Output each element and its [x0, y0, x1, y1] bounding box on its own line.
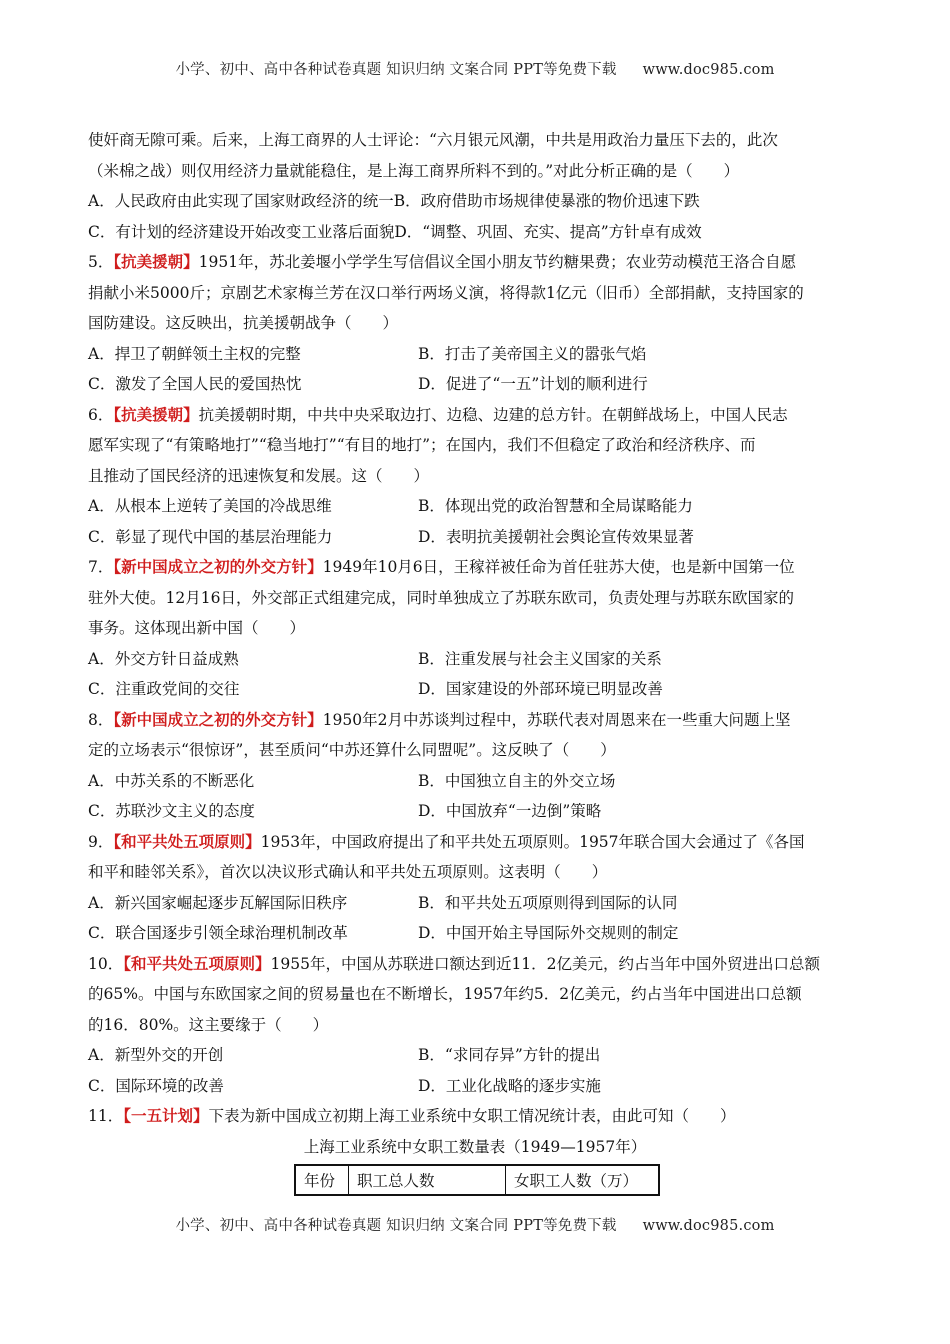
- question-number: 8．: [88, 710, 114, 729]
- stem-line: 的65%。中国与东欧国家之间的贸易量也在不断增长，1957年约5．2亿美元，约占当年中国进出口总额: [88, 985, 802, 1003]
- stem-text: 1955年，中国从苏联进口额达到近11．2亿美元，约占当年中国外贸进出口总额: [270, 954, 821, 973]
- option-b[interactable]: B．“求同存异”方针的提出: [418, 1046, 601, 1064]
- table-header-row: [295, 1165, 659, 1195]
- option-c[interactable]: C．激发了全国人民的爱国热忱: [88, 375, 302, 393]
- options-row: [88, 1071, 862, 1102]
- option-d[interactable]: D．表明抗美援朝社会舆论宣传效果显著: [418, 527, 694, 546]
- option-d[interactable]: D．中国放弃“一边倒”策略: [418, 802, 602, 820]
- stem-text: 1951年，苏北姜堰小学学生写信倡议全国小朋友节约糖果费；农业劳动模范王洛合自愿: [198, 253, 797, 271]
- options-row: [88, 1040, 862, 1071]
- topic-tag: 【和平共处五项原则】: [113, 831, 261, 851]
- option-b[interactable]: B．打击了美帝国主义的嚣张气焰: [418, 344, 647, 363]
- question-11-stem: [88, 1101, 862, 1132]
- question-9-stem: [88, 827, 862, 858]
- option-a[interactable]: A．中苏关系的不断恶化: [88, 771, 255, 790]
- stem-text: 抗美援朝时期，中共中央采取边打、边稳、边建的总方针。在朝鲜战场上，中国人民志: [198, 405, 788, 424]
- stem-text: 1953年，中国政府提出了和平共处五项原则。1957年联合国大会通过了《各国: [260, 832, 805, 851]
- option-a[interactable]: A．人民政府由此实现了国家财政经济的统一: [88, 192, 394, 210]
- question-number: 9．: [88, 832, 114, 851]
- question-4-line-2: （米棉之战）则仅用经济力量就能稳住，是上海工商界所料不到的。”对此分析正确的是（ ）: [88, 161, 740, 180]
- option-c[interactable]: C．联合国逐步引领全球治理机制改革: [88, 924, 348, 942]
- options-row: [88, 644, 862, 675]
- question-number: 6．: [88, 405, 114, 424]
- option-b[interactable]: B．和平共处五项原则得到国际的认同: [418, 893, 678, 912]
- options-row: [88, 918, 862, 949]
- question-10: [88, 949, 862, 1102]
- options-row: [88, 369, 862, 400]
- option-c[interactable]: C．注重政党间的交往: [88, 680, 240, 698]
- options-row: [88, 186, 862, 217]
- topic-tag: 【一五计划】: [123, 1106, 209, 1125]
- header-url[interactable]: www.doc985.com: [642, 62, 775, 78]
- table-title: 上海工业系统中女职工数量表（1949—1957年）: [303, 1137, 647, 1156]
- question-10-stem: [88, 949, 862, 980]
- option-b[interactable]: B．中国独立自主的外交立场: [418, 771, 616, 790]
- topic-tag: 【和平共处五项原则】: [123, 953, 271, 973]
- options-row: [88, 491, 862, 522]
- data-table: [294, 1164, 660, 1196]
- option-a[interactable]: A．新型外交的开创: [88, 1046, 224, 1064]
- option-a[interactable]: A．新兴国家崛起逐步瓦解国际旧秩序: [88, 893, 348, 912]
- topic-tag: 【新中国成立之初的外交方针】: [113, 557, 323, 576]
- stem-line: 驻外大使。12月16日，外交部正式组建完成，同时单独成立了苏联东欧司，负责处理与苏联东欧国家的: [88, 588, 794, 607]
- question-6: [88, 400, 862, 553]
- option-a[interactable]: A．外交方针日益成熟: [88, 649, 239, 668]
- question-7-stem: [88, 552, 862, 583]
- option-c[interactable]: C．苏联沙文主义的态度: [88, 802, 255, 820]
- option-d[interactable]: D．“调整、巩固、充实、提高”方针卓有成效: [394, 222, 702, 241]
- stem-line: 捐献小米5000斤；京剧艺术家梅兰芳在汉口举行两场义演，将得款1亿元（旧币）全部捐献，支持国家的: [88, 283, 804, 302]
- question-number: 11．: [88, 1107, 124, 1125]
- option-a[interactable]: A．捍卫了朝鲜领土主权的完整: [88, 344, 301, 363]
- question-number: 5．: [88, 253, 114, 271]
- stem-line: 国防建设。这反映出，抗美援朝战争（ ）: [88, 314, 399, 332]
- table-header-cell: 年份: [295, 1165, 349, 1195]
- option-d[interactable]: D．工业化战略的逐步实施: [418, 1076, 601, 1095]
- option-b[interactable]: B．注重发展与社会主义国家的关系: [418, 649, 662, 668]
- question-content: [88, 125, 862, 1196]
- option-d[interactable]: D．中国开始主导国际外交规则的制定: [418, 924, 679, 942]
- question-11: [88, 1101, 862, 1196]
- options-row: [88, 522, 862, 553]
- option-c[interactable]: C．国际环境的改善: [88, 1076, 224, 1095]
- options-row: [88, 339, 862, 370]
- options-row: [88, 766, 862, 797]
- question-5: [88, 247, 862, 400]
- option-c[interactable]: C．有计划的经济建设开始改变工业落后面貌: [88, 222, 395, 241]
- page-header: [0, 58, 950, 79]
- stem-text: 1949年10月6日，王稼祥被任命为首任驻苏大使，也是新中国第一位: [322, 558, 795, 576]
- question-number: 10．: [88, 954, 124, 973]
- option-c[interactable]: C．彰显了现代中国的基层治理能力: [88, 527, 333, 546]
- options-row: [88, 888, 862, 919]
- footer-url[interactable]: www.doc985.com: [642, 1218, 775, 1234]
- option-b[interactable]: B．体现出党的政治智慧和全局谋略能力: [418, 497, 693, 515]
- question-8-stem: [88, 705, 862, 736]
- stem-line: 且推动了国民经济的迅速恢复和发展。这（ ）: [88, 466, 430, 485]
- question-9: [88, 827, 862, 949]
- options-row: [88, 796, 862, 827]
- stem-line: 定的立场表示“很惊讶”，甚至质问“中苏还算什么同盟呢”。这反映了（ ）: [88, 741, 616, 759]
- options-row: [88, 674, 862, 705]
- option-b[interactable]: B．政府借助市场规律使暴涨的物价迅速下跌: [393, 192, 700, 210]
- question-7: [88, 552, 862, 705]
- question-6-stem: [88, 400, 862, 431]
- header-text: 小学、初中、高中各种试卷真题 知识归纳 文案合同 PPT等免费下载: [175, 62, 617, 78]
- stem-text: 1950年2月中苏谈判过程中，苏联代表对周恩来在一些重大问题上坚: [322, 710, 791, 729]
- stem-line: 事务。这体现出新中国（ ）: [88, 619, 306, 637]
- options-row: [88, 217, 862, 248]
- option-a[interactable]: A．从根本上逆转了美国的冷战思维: [88, 497, 332, 515]
- option-d[interactable]: D．促进了“一五”计划的顺利进行: [418, 375, 648, 393]
- stem-line: 的16．80%。这主要缘于（ ）: [88, 1015, 329, 1034]
- question-8: [88, 705, 862, 827]
- question-4: [88, 125, 862, 247]
- question-number: 7．: [88, 558, 114, 576]
- topic-tag: 【新中国成立之初的外交方针】: [113, 709, 323, 729]
- question-4-line-1: 使奸商无隙可乘。后来，上海工商界的人士评论：“六月银元风潮，中共是用政治力量压下去的，此次: [88, 131, 778, 149]
- stem-line: 和平和睦邻关系》，首次以决议形式确认和平共处五项原则。这表明（ ）: [88, 863, 608, 881]
- option-d[interactable]: D．国家建设的外部环境已明显改善: [418, 680, 663, 698]
- stem-line: 愿军实现了“有策略地打”“稳当地打”“有目的地打”；在国内，我们不但稳定了政治和经济秩序、而: [88, 436, 756, 454]
- table-header-cell: 女职工人数（万）: [506, 1165, 660, 1195]
- stem-text: 下表为新中国成立初期上海工业系统中女职工情况统计表，由此可知（ ）: [208, 1107, 736, 1125]
- question-5-stem: [88, 247, 862, 278]
- topic-tag: 【抗美援朝】: [113, 252, 199, 271]
- footer-text: 小学、初中、高中各种试卷真题 知识归纳 文案合同 PPT等免费下载: [175, 1218, 617, 1234]
- topic-tag: 【抗美援朝】: [113, 404, 199, 424]
- page-footer: [0, 1214, 950, 1235]
- table-header-cell: 职工总人数: [349, 1165, 506, 1195]
